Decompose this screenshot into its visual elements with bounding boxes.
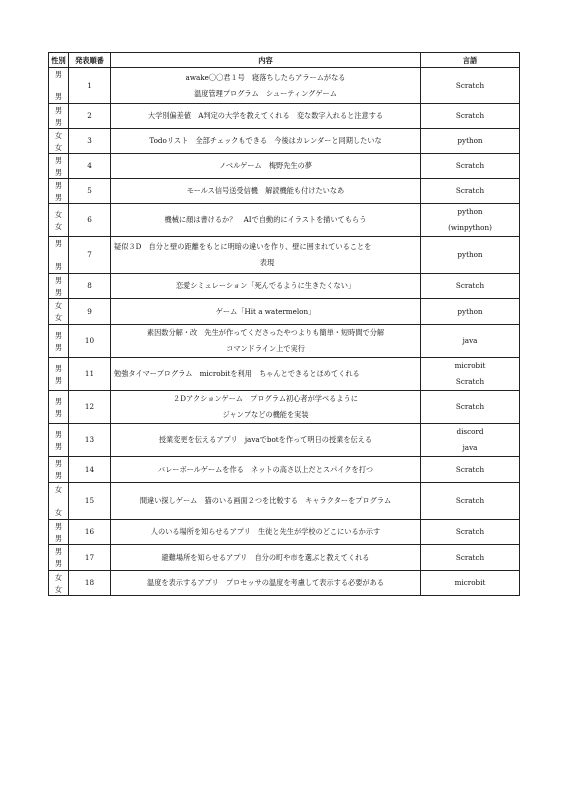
sex-label: 女: [54, 209, 63, 219]
language-cell: [421, 204, 520, 237]
sex-cell: [49, 571, 69, 596]
sex-cell: [49, 204, 69, 237]
content-cell: [111, 179, 421, 204]
content-line: 間違い探しゲーム 猫のいる画面２つを比較する キャラクターをプログラム: [139, 496, 392, 505]
sex-label: 男: [54, 408, 63, 418]
content-cell: [111, 154, 421, 179]
language-cell: [421, 154, 520, 179]
order-cell: 5: [69, 179, 111, 204]
content-line: awake〇〇君１号 寝落ちしたらアラームがなる: [185, 72, 346, 82]
order-cell: 15: [69, 483, 111, 520]
sex-cell: [49, 545, 69, 571]
table-row: [49, 391, 520, 424]
table-row: [49, 520, 520, 545]
sex-label: 男: [54, 181, 63, 190]
content-cell: [111, 325, 421, 358]
sex-label: 女: [54, 508, 63, 517]
sex-cell: [49, 104, 69, 129]
table-row: [49, 154, 520, 179]
sex-cell: [49, 457, 69, 483]
sex-label: 男: [54, 118, 63, 127]
language-cell: [421, 520, 520, 545]
language-line: python: [457, 207, 483, 216]
content-line: モールス信号送受信機 解読機能も付けたいなあ: [186, 186, 345, 195]
language-line: java: [462, 443, 478, 452]
table-row: [49, 68, 520, 104]
content-line: Todoリスト 全部チェックもできる 今後はカレンダーと同期したいな: [149, 136, 382, 145]
sex-label: 男: [54, 375, 63, 385]
content-line: 温度を表示するアプリ プロセッサの温度を考慮して表示する必要がある: [147, 578, 384, 587]
order-cell: 6: [69, 204, 111, 237]
order-cell: 17: [69, 545, 111, 571]
sex-label: 男: [54, 168, 63, 177]
content-cell: [111, 424, 421, 457]
language-cell: [421, 358, 520, 391]
sex-cell: [49, 325, 69, 358]
table-row: [49, 571, 520, 596]
sex-label: 男: [54, 239, 63, 248]
table-row: [49, 457, 520, 483]
language-cell: [421, 325, 520, 358]
content-cell: [111, 483, 421, 520]
sex-label: 男: [54, 262, 63, 271]
sex-cell: [49, 274, 69, 299]
language-line: discord: [456, 427, 484, 436]
sex-label: 男: [54, 70, 63, 79]
language-line: (winpython): [448, 223, 492, 232]
sex-label: 女: [54, 573, 63, 582]
sex-label: 男: [54, 92, 63, 101]
language-cell: [421, 299, 520, 325]
language-cell: [421, 571, 520, 596]
language-line: microbit: [454, 361, 486, 370]
language-line: Scratch: [455, 464, 485, 474]
sex-label: 女: [54, 585, 63, 594]
content-line: バレーボールゲームを作る ネットの高さ以上だとスパイクを打つ: [157, 464, 374, 474]
order-cell: 8: [69, 274, 111, 299]
table-row: [49, 299, 520, 325]
order-cell: 11: [69, 358, 111, 391]
content-line: 表現: [259, 258, 275, 267]
language-cell: [421, 391, 520, 424]
sex-label: 男: [54, 471, 63, 480]
order-cell: 13: [69, 424, 111, 457]
language-line: Scratch: [455, 527, 485, 536]
sex-cell: [49, 391, 69, 424]
sex-label: 男: [54, 522, 63, 531]
language-line: python: [457, 250, 483, 259]
sex-label: 男: [54, 547, 63, 556]
content-line: コマンドライン上で実行: [226, 344, 305, 353]
sex-cell: [49, 424, 69, 457]
header-row: [49, 53, 520, 68]
table-row: [49, 325, 520, 358]
language-line: java: [462, 336, 478, 345]
content-line: 疑似３D 自分と壁の距離をもとに明暗の違いを作り、壁に囲まれていることを: [114, 242, 372, 251]
order-cell: 9: [69, 299, 111, 325]
sex-cell: [49, 358, 69, 391]
language-cell: [421, 129, 520, 154]
sex-label: 男: [54, 288, 63, 297]
language-cell: [421, 483, 520, 520]
content-cell: [111, 520, 421, 545]
content-line: ゲーム「Hit a watermelon」: [215, 306, 316, 316]
content-line: 温度管理プログラム シューティングゲーム: [194, 88, 337, 98]
content-cell: [111, 299, 421, 325]
language-line: Scratch: [455, 80, 485, 90]
order-cell: 7: [69, 237, 111, 274]
header-content: 内容: [111, 53, 421, 68]
table-row: [49, 179, 520, 204]
order-cell: 10: [69, 325, 111, 358]
content-cell: [111, 204, 421, 237]
language-line: python: [457, 306, 483, 316]
content-line: 避難場所を知らせるアプリ 自分の町や市を選ぶと教えてくれる: [161, 552, 370, 562]
language-line: Scratch: [455, 186, 485, 195]
language-cell: [421, 237, 520, 274]
content-line: 恋愛シミュレーション「死んでるように生きたくない」: [175, 281, 356, 290]
sex-label: 女: [54, 301, 63, 310]
content-line: 勉強タイマープログラム microbitを利用 ちゃんとできるとほめてくれる: [114, 369, 360, 378]
table-row: [49, 545, 520, 571]
content-line: ジャンプなどの機能を実装: [222, 410, 309, 419]
sex-label: 男: [54, 459, 63, 468]
sex-label: 女: [54, 221, 63, 231]
language-cell: [421, 179, 520, 204]
language-cell: [421, 545, 520, 571]
content-cell: [111, 457, 421, 483]
content-cell: [111, 545, 421, 571]
sex-cell: [49, 129, 69, 154]
sex-label: 女: [54, 131, 63, 140]
language-cell: [421, 274, 520, 299]
content-line: 素因数分解・改 先生が作ってくださったやつよりも簡単・短時間で分解: [146, 328, 385, 337]
order-cell: 16: [69, 520, 111, 545]
content-cell: [111, 391, 421, 424]
sex-cell: [49, 68, 69, 104]
content-cell: [111, 358, 421, 391]
language-line: Scratch: [455, 281, 485, 290]
sex-cell: [49, 520, 69, 545]
sex-label: 男: [54, 429, 63, 439]
content-cell: [111, 129, 421, 154]
content-line: ２Dアクションゲーム プログラム初心者が学べるように: [173, 394, 358, 403]
order-cell: 4: [69, 154, 111, 179]
sex-label: 男: [54, 396, 63, 406]
language-line: python: [457, 136, 483, 145]
language-line: Scratch: [455, 552, 485, 562]
language-cell: [421, 457, 520, 483]
sex-label: 女: [54, 143, 63, 152]
header-sex: 性別: [49, 53, 69, 68]
sex-label: 男: [54, 441, 63, 451]
sex-label: 男: [54, 193, 63, 202]
content-line: 授業変更を伝えるアプリ javaでbotを作って明日の授業を伝える: [158, 435, 373, 444]
table-row: [49, 424, 520, 457]
content-line: 人のいる場所を知らせるアプリ 生徒と先生が学校のどこにいるか示す: [150, 527, 381, 536]
language-line: microbit: [454, 578, 486, 587]
content-cell: [111, 571, 421, 596]
order-cell: 3: [69, 129, 111, 154]
sex-label: 男: [54, 106, 63, 115]
order-cell: 2: [69, 104, 111, 129]
sex-label: 男: [54, 342, 63, 352]
table-row: [49, 274, 520, 299]
document-sheet: [48, 52, 519, 596]
content-cell: [111, 104, 421, 129]
language-line: Scratch: [455, 111, 485, 120]
table-body: [49, 68, 520, 596]
table-row: [49, 204, 520, 237]
sex-label: 男: [54, 363, 63, 373]
content-cell: [111, 68, 421, 104]
order-cell: 18: [69, 571, 111, 596]
table-row: [49, 358, 520, 391]
content-cell: [111, 274, 421, 299]
language-line: Scratch: [455, 496, 485, 505]
language-line: Scratch: [455, 377, 485, 386]
table-row: [49, 129, 520, 154]
sex-label: 男: [54, 534, 63, 543]
sex-cell: [49, 299, 69, 325]
language-cell: [421, 424, 520, 457]
sex-label: 男: [54, 330, 63, 340]
content-line: 機械に顔は書けるか？ AIで自動的にイラストを描いてもらう: [164, 215, 367, 224]
presentation-table: [48, 52, 520, 596]
order-cell: 12: [69, 391, 111, 424]
language-line: Scratch: [455, 402, 485, 411]
sex-label: 男: [54, 276, 63, 285]
table-row: [49, 237, 520, 274]
sex-cell: [49, 237, 69, 274]
sex-label: 男: [54, 156, 63, 165]
language-cell: [421, 104, 520, 129]
language-line: Scratch: [455, 161, 485, 170]
sex-label: 男: [54, 559, 63, 568]
sex-cell: [49, 179, 69, 204]
header-language: 言語: [421, 53, 520, 68]
table-row: [49, 104, 520, 129]
sex-label: 女: [54, 313, 63, 322]
sex-cell: [49, 483, 69, 520]
sex-label: 女: [54, 485, 63, 494]
sex-cell: [49, 154, 69, 179]
content-line: 大学別偏差値 A判定の大学を教えてくれる 変な数字入れると注意する: [147, 111, 384, 120]
table-row: [49, 483, 520, 520]
language-cell: [421, 68, 520, 104]
header-order: 発表順番: [69, 53, 111, 68]
content-line: ノベルゲーム 梅野先生の夢: [218, 161, 312, 170]
content-cell: [111, 237, 421, 274]
order-cell: 1: [69, 68, 111, 104]
order-cell: 14: [69, 457, 111, 483]
